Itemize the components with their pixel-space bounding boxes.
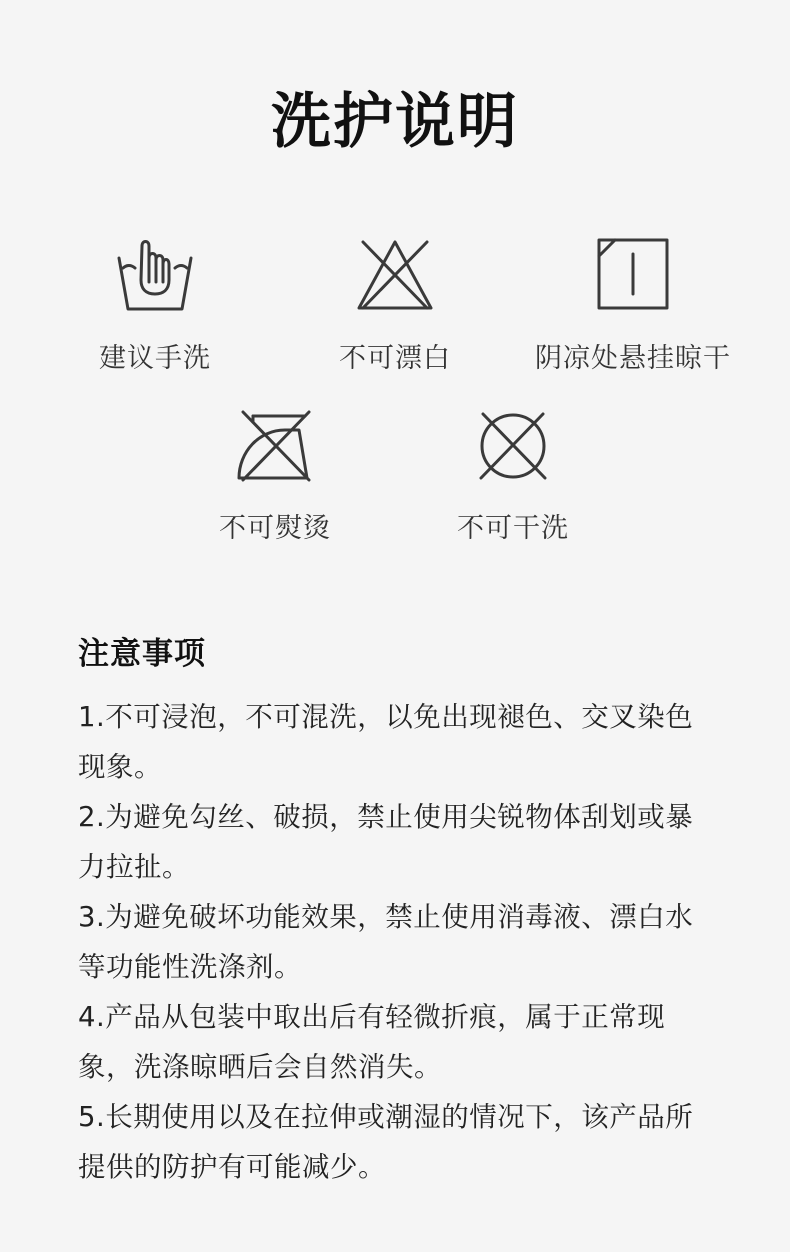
notes-list <box>78 692 718 1192</box>
note-item: 4.产品从包装中取出后有轻微折痕，属于正常现象，洗涤晾晒后会自然消失。 <box>78 1001 666 1083</box>
note-item: 2.为避免勾丝、破损，禁止使用尖锐物体刮划或暴力拉扯。 <box>78 801 694 883</box>
note-item: 1.不可浸泡，不可混洗，以免出现褪色、交叉染色现象。 <box>78 701 694 783</box>
note-item: 5.长期使用以及在拉伸或潮湿的情况下，该产品所提供的防护有可能减少。 <box>78 1101 694 1183</box>
care-item-no-iron <box>155 406 395 545</box>
care-item-no-bleach <box>275 236 515 375</box>
no-dry-clean-icon <box>473 406 553 482</box>
care-label-no-dry-clean: 不可干洗 <box>457 513 569 544</box>
hand-wash-icon <box>115 236 195 312</box>
care-label-no-bleach: 不可漂白 <box>339 343 451 374</box>
line-dry-shade-icon <box>593 236 673 312</box>
page-title: 洗护说明 <box>271 87 519 157</box>
care-label-no-iron: 不可熨烫 <box>219 513 331 544</box>
care-item-hand-wash <box>35 236 275 375</box>
no-iron-icon <box>235 406 315 482</box>
care-item-line-dry-shade <box>513 236 753 375</box>
note-item: 3.为避免破坏功能效果，禁止使用消毒液、漂白水等功能性洗涤剂。 <box>78 901 694 983</box>
care-label-hand-wash: 建议手洗 <box>99 343 211 374</box>
care-label-line-dry-shade: 阴凉处悬挂晾干 <box>535 343 731 374</box>
care-item-no-dry-clean <box>393 406 633 545</box>
no-bleach-icon <box>355 236 435 312</box>
notes-heading: 注意事项 <box>78 636 206 672</box>
